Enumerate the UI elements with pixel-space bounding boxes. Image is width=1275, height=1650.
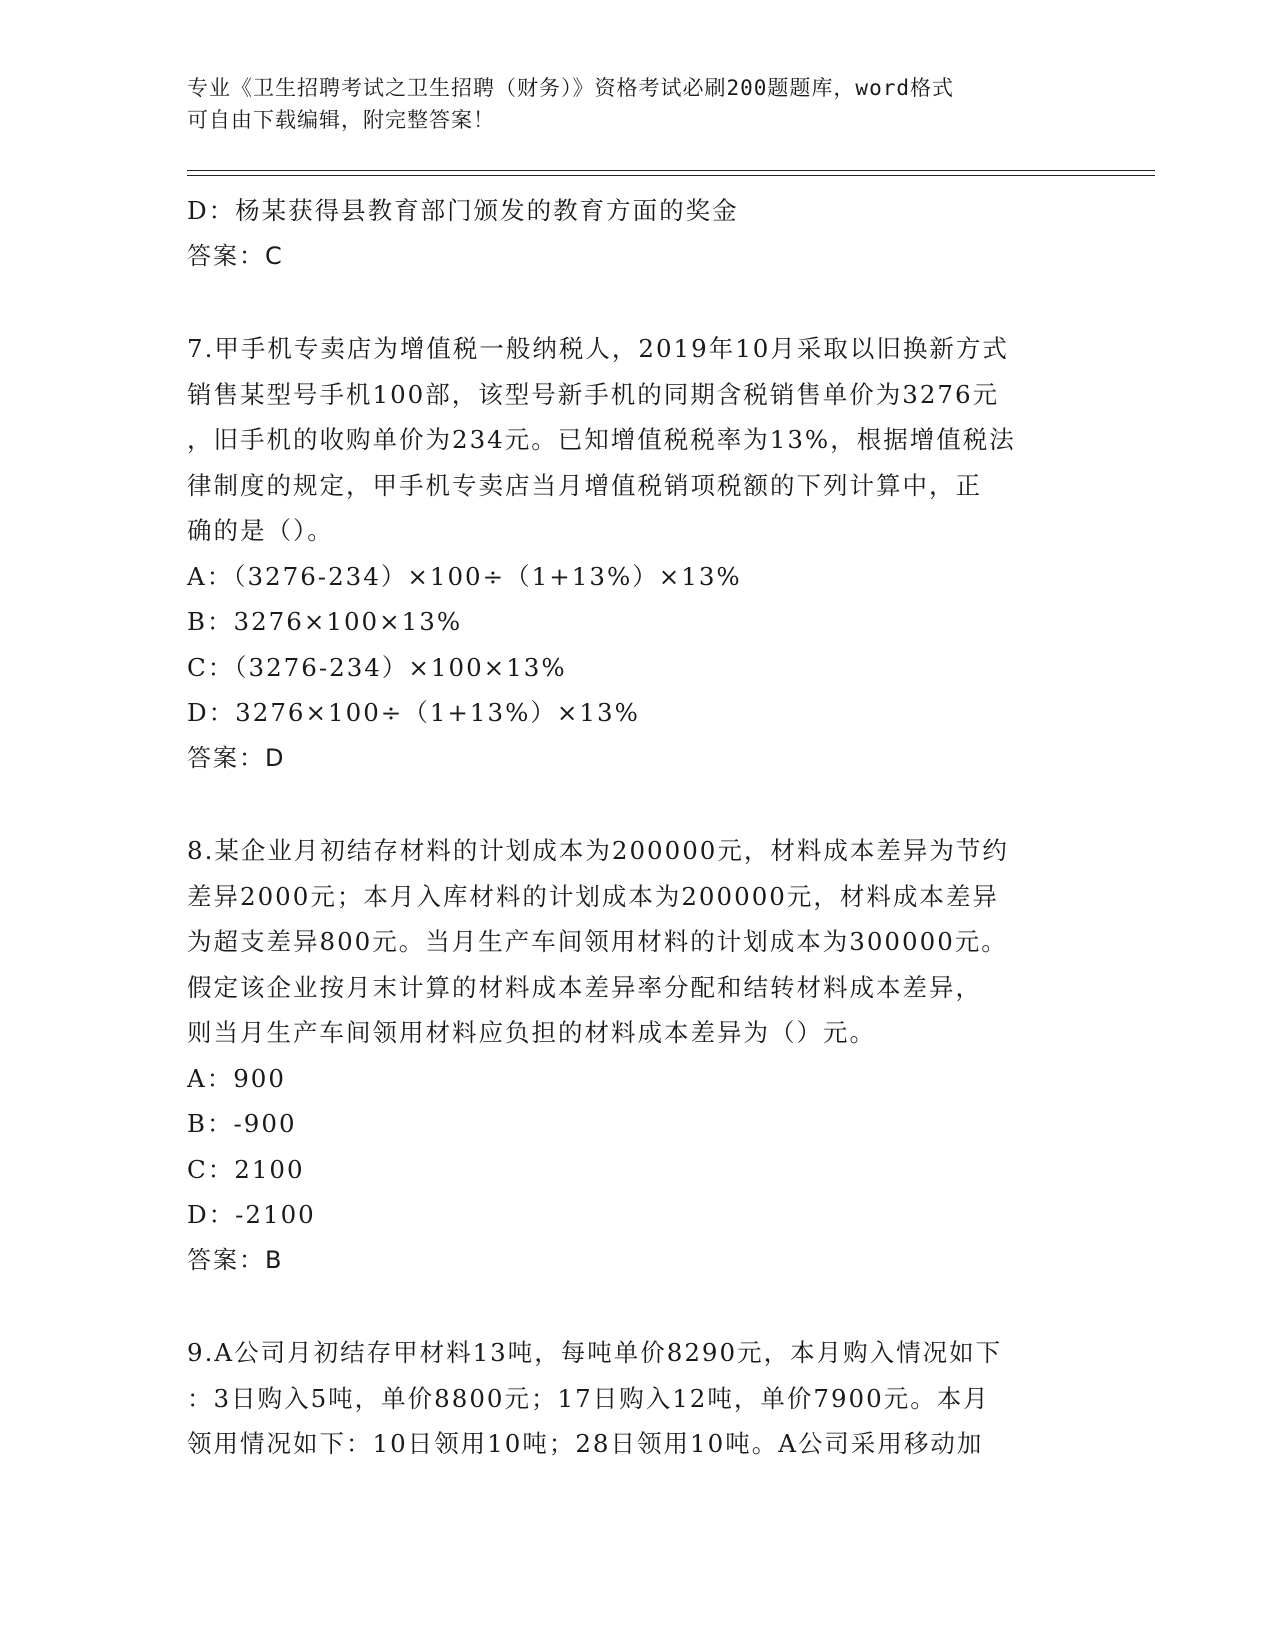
question-stem-line: 销售某型号手机100部，该型号新手机的同期含税销售单价为3276元 [187,379,1000,409]
option-a: A：900 [187,1063,286,1093]
question-stem-line: ，旧手机的收购单价为234元。已知增值税税率为13%，根据增值税法 [187,425,1016,454]
header-rule-bottom [187,175,1155,176]
question-stem-line: 差异2000元；本月入库材料的计划成本为200000元，材料成本差异 [187,881,999,911]
previous-question-tail [187,188,1107,279]
option-d: D：3276×100÷（1+13%）×13% [187,698,640,727]
header-line-1: 专业《卫生招聘考试之卫生招聘（财务）》资格考试必刷200题题库，word格式 [187,76,954,100]
answer: 答案：B [187,1245,284,1274]
question-stem-line: ：3日购入5吨，单价8800元；17日购入12吨，单价7900元。本月 [187,1383,990,1413]
spacer [187,1283,1107,1330]
spacer [187,279,1107,326]
option-b: B：3276×100×13% [187,607,463,636]
question-7 [187,326,1107,781]
option-c: C：（3276-234）×100×13% [187,652,567,682]
question-stem-line: 确的是（）。 [187,516,334,545]
answer: 答案：C [187,241,284,270]
option-c: C：2100 [187,1154,305,1184]
question-8 [187,828,1107,1283]
option-b: B：-900 [187,1109,297,1138]
option-d: D：杨某获得县教育部门颁发的教育方面的奖金 [187,196,739,225]
answer: 答案：D [187,743,286,772]
question-stem-line: 8.某企业月初结存材料的计划成本为200000元，材料成本差异为节约 [187,836,1009,865]
spacer [187,781,1107,828]
option-d: D：-2100 [187,1200,316,1229]
header-line-2: 可自由下载编辑，附完整答案！ [187,108,495,132]
question-stem-line: 为超支差异800元。当月生产车间领用材料的计划成本为300000元。 [187,927,1008,956]
document-header [187,72,1087,136]
question-stem-line: 7.甲手机专卖店为增值税一般纳税人，2019年10月采取以旧换新方式 [187,334,1009,363]
question-stem-line: 则当月生产车间领用材料应负担的材料成本差异为（）元。 [187,1018,876,1047]
header-rule-top [187,170,1155,171]
question-9 [187,1330,1107,1467]
question-stem-line: 领用情况如下：10日领用10吨；28日领用10吨。A公司采用移动加 [187,1429,984,1458]
option-a: A：（3276-234）×100÷（1+13%）×13% [187,561,742,591]
question-stem-line: 律制度的规定，甲手机专卖店当月增值税销项税额的下列计算中，正 [187,470,982,500]
document-body [187,188,1107,1467]
question-stem-line: 假定该企业按月末计算的材料成本差异率分配和结转材料成本差异， [187,972,982,1002]
question-stem-line: 9.A公司月初结存甲材料13吨，每吨单价8290元，本月购入情况如下 [187,1338,1003,1367]
